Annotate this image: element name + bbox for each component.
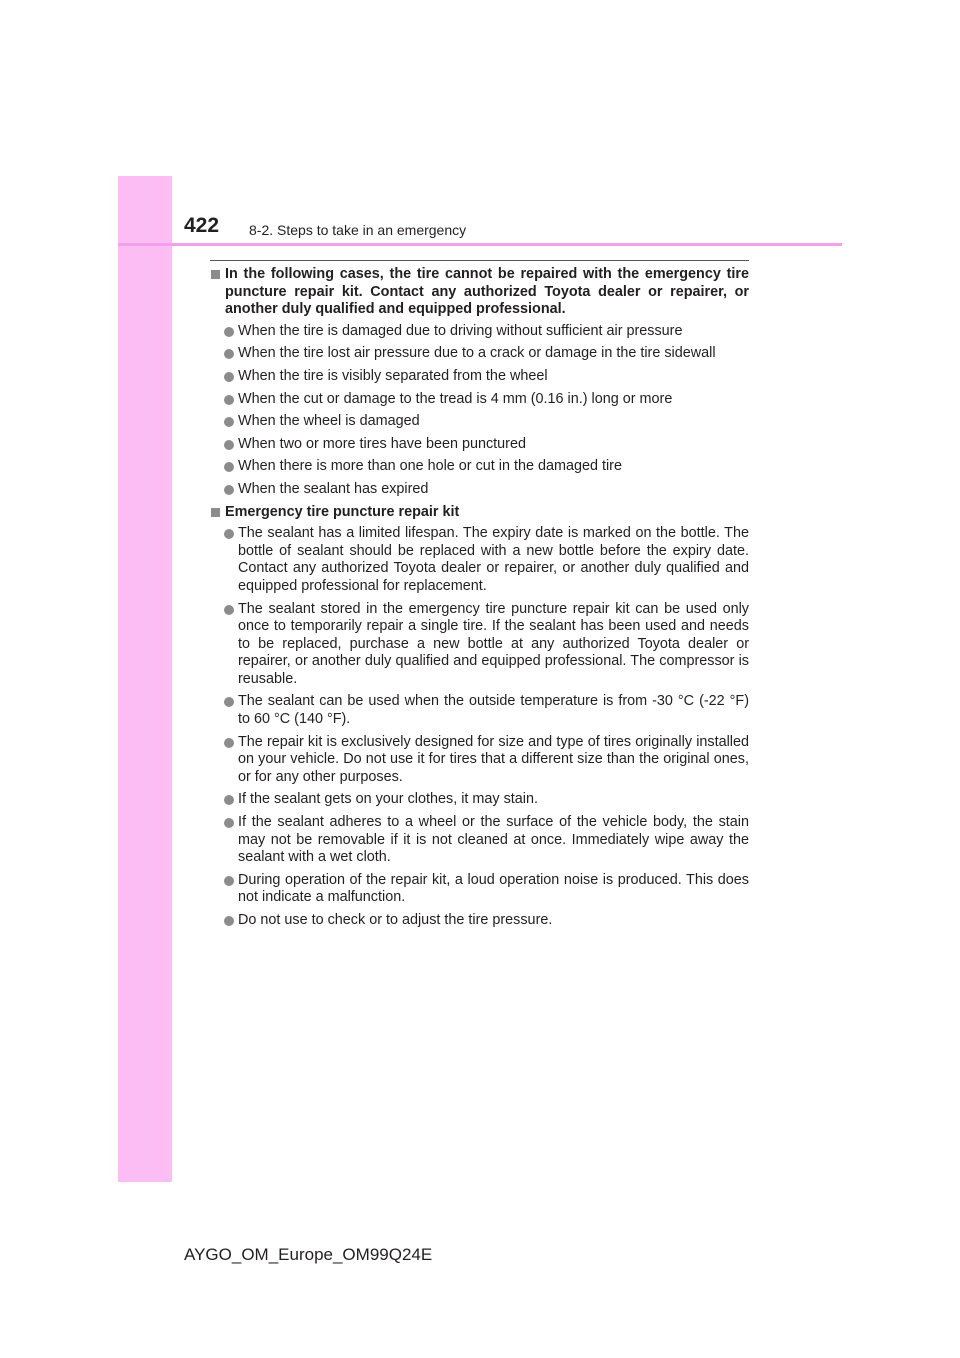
list-item: The sealant stored in the emergency tire puncture repair kit can be used only once to temporarily repair a single tire. If the sealant has been used and needs to be replaced, purchase a new bottle at any authorized Toyota dealer or repairer, or another duly qualified and equipped professional. The compressor is reusable. bbox=[210, 601, 749, 689]
list-item: When the sealant has expired bbox=[210, 481, 749, 499]
list-item: When the wheel is damaged bbox=[210, 413, 749, 431]
round-bullet-icon bbox=[224, 876, 234, 886]
section-heading-text: Emergency tire puncture repair kit bbox=[225, 503, 460, 520]
section-heading-text: In the following cases, the tire cannot be repaired with the emergency tire puncture repair kit. Contact any authorized Toyota dealer or repairer, or another duly qualified and equipped professional. bbox=[225, 266, 749, 318]
list-item: When the tire is visibly separated from the wheel bbox=[210, 368, 749, 386]
section-heading bbox=[210, 504, 749, 522]
list-item: The repair kit is exclusively designed for size and type of tires originally installed on your vehicle. Do not use it for tires that a different size than the original ones, or for any other purposes. bbox=[210, 734, 749, 787]
list-item: If the sealant gets on your clothes, it may stain. bbox=[210, 791, 749, 809]
round-bullet-icon bbox=[224, 485, 234, 495]
round-bullet-icon bbox=[224, 738, 234, 748]
round-bullet-icon bbox=[224, 372, 234, 382]
page-number: 422 bbox=[184, 214, 220, 237]
round-bullet-icon bbox=[224, 440, 234, 450]
list-item: When the tire lost air pressure due to a crack or damage in the tire sidewall bbox=[210, 345, 749, 363]
round-bullet-icon bbox=[224, 417, 234, 427]
round-bullet-icon bbox=[224, 916, 234, 926]
section-title: 8-2. Steps to take in an emergency bbox=[249, 222, 467, 238]
round-bullet-icon bbox=[224, 818, 234, 828]
list-item: Do not use to check or to adjust the tire pressure. bbox=[210, 912, 749, 930]
round-bullet-icon bbox=[224, 697, 234, 707]
content-top-rule bbox=[210, 260, 749, 261]
section-heading bbox=[210, 266, 749, 319]
header-rule bbox=[118, 243, 842, 246]
document-code: AYGO_OM_Europe_OM99Q24E bbox=[184, 1245, 433, 1264]
round-bullet-icon bbox=[224, 795, 234, 805]
round-bullet-icon bbox=[224, 529, 234, 539]
round-bullet-icon bbox=[224, 349, 234, 359]
square-bullet-icon bbox=[211, 508, 220, 517]
list-item: When the cut or damage to the tread is 4 mm (0.16 in.) long or more bbox=[210, 391, 749, 409]
list-item: When there is more than one hole or cut in the damaged tire bbox=[210, 458, 749, 476]
page-content bbox=[210, 266, 749, 935]
round-bullet-icon bbox=[224, 327, 234, 337]
side-color-band bbox=[118, 176, 172, 1182]
list-item: When two or more tires have been punctured bbox=[210, 436, 749, 454]
round-bullet-icon bbox=[224, 395, 234, 405]
list-item: The sealant has a limited lifespan. The expiry date is marked on the bottle. The bottle of sealant should be replaced with a new bottle before the expiry date. Contact any authorized Toyota dealer or repairer, or another duly qualified and equipped professional for replacement. bbox=[210, 525, 749, 595]
list-item: During operation of the repair kit, a loud operation noise is produced. This does not indicate a malfunction. bbox=[210, 872, 749, 907]
list-item: When the tire is damaged due to driving without sufficient air pressure bbox=[210, 323, 749, 341]
list-item: If the sealant adheres to a wheel or the surface of the vehicle body, the stain may not be removable if it is not cleaned at once. Immediately wipe away the sealant with a wet cloth. bbox=[210, 814, 749, 867]
round-bullet-icon bbox=[224, 605, 234, 615]
square-bullet-icon bbox=[211, 270, 220, 279]
round-bullet-icon bbox=[224, 462, 234, 472]
list-item: The sealant can be used when the outside temperature is from -30 °C (-22 °F) to 60 °C (140 °F). bbox=[210, 693, 749, 728]
